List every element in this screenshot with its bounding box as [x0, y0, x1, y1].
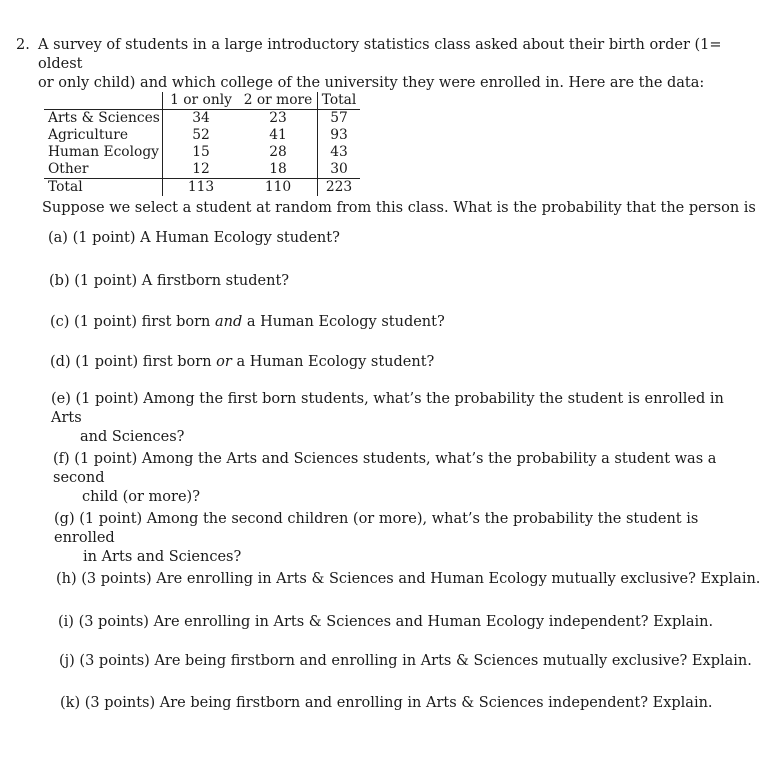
part-points: (3 points): [79, 653, 150, 669]
suppose-text: Suppose we select a student at random from this class. What is the probability that the person is: [42, 200, 756, 216]
row-label: Agriculture: [48, 127, 129, 143]
cell-total: 93: [318, 127, 361, 144]
part-text: Among the second children (or more), what’s the probability the student is enrolled: [54, 511, 699, 546]
part-points: (1 point): [79, 511, 143, 527]
part-j: [59, 652, 752, 671]
part-label: (h): [56, 571, 77, 587]
cell-2-or-more: 18: [269, 161, 287, 177]
part-i: [58, 613, 713, 632]
data-table: [44, 92, 360, 196]
part-text-continued: in Arts and Sciences?: [83, 549, 242, 565]
part-points: (3 points): [78, 614, 149, 630]
cell-1-or-only: 12: [163, 161, 240, 179]
part-points: (1 point): [75, 391, 139, 407]
table-row: [44, 110, 360, 128]
part-text: Are being firstborn and enrolling in Arts & Sciences mutually exclusive? Explain.: [154, 653, 752, 669]
part-c: [50, 313, 445, 332]
cell-2-or-more: 41: [269, 127, 287, 143]
part-label: (g): [54, 511, 75, 527]
part-b: [49, 272, 289, 291]
part-label: (j): [59, 653, 75, 669]
part-text-emphasis: or: [216, 354, 232, 370]
cell-2-or-more: 110: [264, 179, 292, 195]
intro-line-1: A survey of students in a large introductory statistics class asked about their birth order (1= oldest: [38, 37, 722, 72]
cell-total: 30: [318, 161, 361, 179]
question-number: 2.: [16, 37, 30, 53]
row-label: Total: [48, 179, 83, 195]
table-header-row: [44, 92, 360, 110]
cell-total: 223: [318, 179, 361, 197]
cell-1-or-only: 113: [163, 179, 240, 197]
cell-1-or-only: 15: [163, 144, 240, 161]
part-text: Are enrolling in Arts & Sciences and Human Ecology independent? Explain.: [153, 614, 714, 630]
part-text: A firstborn student?: [141, 273, 290, 289]
table-header-2-or-more: 2 or more: [243, 92, 313, 108]
part-label: (b): [49, 273, 70, 289]
part-label: (e): [51, 391, 71, 407]
part-text: a Human Ecology student?: [236, 354, 435, 370]
part-d: [50, 353, 434, 372]
part-text-emphasis: and: [215, 314, 243, 330]
part-text: Are enrolling in Arts & Sciences and Human Ecology mutually exclusive? Explain.: [156, 571, 761, 587]
cell-1-or-only: 52: [163, 127, 240, 144]
part-text-continued: child (or more)?: [82, 489, 200, 505]
table-header-corner: [44, 92, 163, 110]
part-text: a Human Ecology student?: [246, 314, 445, 330]
part-text: Are being firstborn and enrolling in Arts & Sciences independent? Explain.: [159, 695, 713, 711]
part-k: [60, 694, 713, 713]
part-label: (i): [58, 614, 74, 630]
part-text: first born: [142, 354, 212, 370]
part-label: (f): [53, 451, 70, 467]
part-f: [53, 450, 753, 507]
part-points: (1 point): [74, 451, 138, 467]
part-g: [54, 510, 754, 567]
cell-total: 43: [318, 144, 361, 161]
part-text: A Human Ecology student?: [140, 230, 340, 246]
row-label: Other: [48, 161, 89, 177]
part-e: [51, 390, 751, 447]
part-points: (1 point): [74, 314, 138, 330]
part-points: (1 point): [74, 273, 138, 289]
part-a: [48, 229, 340, 248]
table-row: [44, 127, 360, 144]
intro-line-2: or only child) and which college of the university they were enrolled in. Here are the data:: [38, 75, 705, 91]
table-row: [44, 161, 360, 179]
cell-total: 57: [318, 110, 361, 128]
part-text: Among the first born students, what’s the probability the student is enrolled in Arts: [51, 391, 724, 426]
part-label: (k): [60, 695, 81, 711]
part-h: [56, 570, 760, 589]
part-text-continued: and Sciences?: [80, 429, 185, 445]
part-text: Among the Arts and Sciences students, what’s the probability a student was a second: [53, 451, 717, 486]
part-points: (3 points): [84, 695, 156, 711]
question-intro: [38, 36, 738, 93]
cell-2-or-more: 28: [269, 144, 287, 160]
row-label: Human Ecology: [48, 144, 159, 160]
cell-2-or-more: 23: [269, 110, 287, 126]
row-label: Arts & Sciences: [48, 110, 160, 126]
part-label: (c): [50, 314, 70, 330]
table-total-row: [44, 179, 360, 197]
part-points: (1 point): [72, 230, 136, 246]
table-row: [44, 144, 360, 161]
part-text: first born: [141, 314, 211, 330]
part-label: (d): [50, 354, 71, 370]
part-points: (3 points): [81, 571, 152, 587]
part-label: (a): [48, 230, 68, 246]
part-points: (1 point): [75, 354, 139, 370]
cell-1-or-only: 34: [163, 110, 240, 128]
table-header-total: Total: [318, 92, 361, 110]
table-header-1-or-only: 1 or only: [163, 92, 240, 110]
